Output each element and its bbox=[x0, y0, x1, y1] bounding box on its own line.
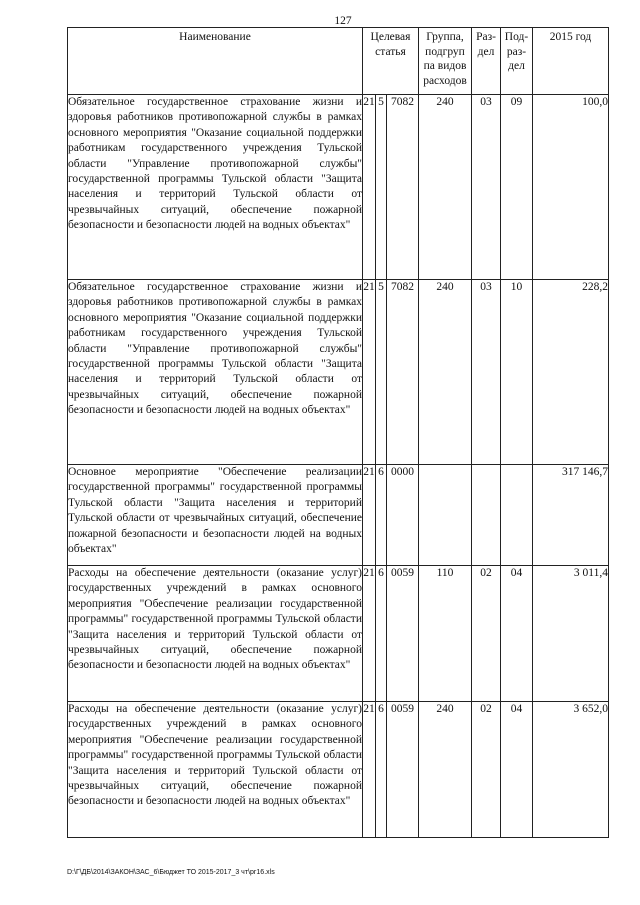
target-article-part1: 21 bbox=[363, 702, 376, 838]
row-name: Обязательное государственное страхование жизни и здоровья работников противопожарной службы в рамках основного мероприятия "Оказание социальной поддержки работникам государственного учреждения Тульской области "Управление противопожарной службы" государственной программы Тульской области "Защита населения и территорий Тульской области от чрезвычайных ситуаций, обеспечение пожарной безопасности и безопасности людей на водных объектах" bbox=[68, 95, 363, 280]
row-name: Обязательное государственное страхование жизни и здоровья работников противопожарной службы в рамках основного мероприятия "Оказание социальной поддержки работникам государственного учреждения Тульской области "Управление противопожарной службы" государственной программы Тульской области "Защита населения и территорий Тульской области от чрезвычайных ситуаций, обеспечение пожарной безопасности и безопасности людей на водных объектах" bbox=[68, 280, 363, 465]
target-article-part1: 21 bbox=[363, 95, 376, 280]
target-article-part3: 0000 bbox=[387, 465, 419, 566]
header-group: Группа, подгруп па видов расходов bbox=[419, 28, 472, 95]
table-row bbox=[68, 702, 609, 838]
page-number: 127 bbox=[334, 15, 352, 27]
target-article-part1: 21 bbox=[363, 280, 376, 465]
row-name: Расходы на обеспечение деятельности (оказание услуг) государственных учреждений в рамках основного мероприятия "Обеспечение реализации государственной программы" государственной программы Тульской области "Защита населения и территорий Тульской области от чрезвычайных ситуаций, обеспечение пожарной безопасности и безопасности людей на водных объектах" bbox=[68, 566, 363, 702]
table-row bbox=[68, 280, 609, 465]
amount-2015: 100,0 bbox=[533, 95, 609, 280]
expense-group: 240 bbox=[419, 702, 472, 838]
footer-file-path: D:\Г\ДБ\2014\ЗАКОН\ЗАС_6\Бюджет ТО 2015-2017_3 чт\рг16.xls bbox=[67, 869, 275, 876]
target-article-part3: 0059 bbox=[387, 566, 419, 702]
section-code: 02 bbox=[472, 566, 501, 702]
amount-2015: 228,2 bbox=[533, 280, 609, 465]
header-target-article: Целевая статья bbox=[363, 28, 419, 95]
table-row bbox=[68, 465, 609, 566]
target-article-part2: 6 bbox=[376, 465, 387, 566]
target-article-part2: 6 bbox=[376, 702, 387, 838]
table-row bbox=[68, 566, 609, 702]
subsection-code: 04 bbox=[501, 702, 533, 838]
subsection-code: 10 bbox=[501, 280, 533, 465]
amount-2015: 3 652,0 bbox=[533, 702, 609, 838]
target-article-part3: 7082 bbox=[387, 280, 419, 465]
section-code: 03 bbox=[472, 280, 501, 465]
header-subsection: Под- раз- дел bbox=[501, 28, 533, 95]
subsection-code bbox=[501, 465, 533, 566]
target-article-part2: 5 bbox=[376, 280, 387, 465]
expense-group bbox=[419, 465, 472, 566]
section-code: 02 bbox=[472, 702, 501, 838]
target-article-part1: 21 bbox=[363, 566, 376, 702]
section-code bbox=[472, 465, 501, 566]
amount-2015: 317 146,7 bbox=[533, 465, 609, 566]
target-article-part2: 5 bbox=[376, 95, 387, 280]
row-name: Основное мероприятие "Обеспечение реализации государственной программы" государственной программы Тульской области "Защита населения и территорий Тульской области от чрезвычайных ситуаций, обеспечение пожарной безопасности и безопасности людей на водных объектах" bbox=[68, 465, 363, 566]
budget-table bbox=[67, 27, 609, 838]
header-name: Наименование bbox=[68, 28, 363, 95]
target-article-part2: 6 bbox=[376, 566, 387, 702]
expense-group: 240 bbox=[419, 95, 472, 280]
target-article-part3: 7082 bbox=[387, 95, 419, 280]
section-code: 03 bbox=[472, 95, 501, 280]
target-article-part1: 21 bbox=[363, 465, 376, 566]
expense-group: 240 bbox=[419, 280, 472, 465]
subsection-code: 04 bbox=[501, 566, 533, 702]
header-year: 2015 год bbox=[533, 28, 609, 95]
amount-2015: 3 011,4 bbox=[533, 566, 609, 702]
expense-group: 110 bbox=[419, 566, 472, 702]
header-section: Раз- дел bbox=[472, 28, 501, 95]
header-row bbox=[68, 28, 609, 95]
row-name: Расходы на обеспечение деятельности (оказание услуг) государственных учреждений в рамках основного мероприятия "Обеспечение реализации государственной программы" государственной программы Тульской области "Защита населения и территорий Тульской области от чрезвычайных ситуаций, обеспечение пожарной безопасности и безопасности людей на водных объектах" bbox=[68, 702, 363, 838]
target-article-part3: 0059 bbox=[387, 702, 419, 838]
table-row bbox=[68, 95, 609, 280]
subsection-code: 09 bbox=[501, 95, 533, 280]
